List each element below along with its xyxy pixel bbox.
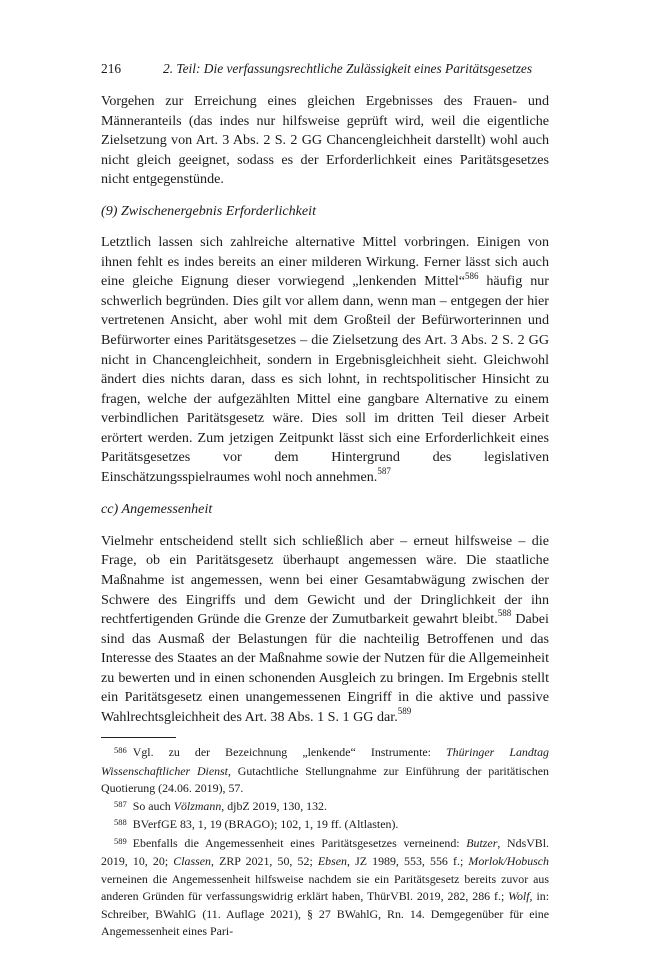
footnote-separator: [101, 737, 176, 738]
footnote-text: So auch: [132, 798, 174, 813]
footnote-author: Ebsen: [317, 854, 347, 869]
section-heading-zwischenergebnis: (9) Zwischenergebnis Erforderlichkeit: [101, 202, 317, 219]
footnotes: [101, 744, 549, 941]
footnote-586: [101, 744, 549, 798]
footnote-text: , NdsVBl. 2019, 10, 20;: [101, 835, 549, 869]
footnote-number: 588: [114, 817, 127, 828]
paragraph-angemessenheit: [101, 532, 549, 727]
footnote-text: , djbZ 2019, 130, 132.: [221, 798, 327, 813]
footnote-author: Völzmann: [173, 798, 222, 813]
footnote-author: Classen: [173, 854, 211, 869]
footnote-ref-589[interactable]: 589: [397, 706, 412, 717]
footnote-text: , ZRP 2021, 50, 52;: [210, 854, 318, 869]
footnote-text: BVerfGE 83, 1, 19 (BRAGO); 102, 1, 19 ff. (Altlasten).: [132, 817, 399, 832]
footnote-587: [101, 798, 549, 817]
paragraph-text: Letztlich lassen sich zahlreiche alternative Mittel vorbringen. Einigen von ihnen fehlt es indes bereits an einer milderen Wirkung. Ferner lässt sich auch eine gleiche Eignung dieser vorwiegend „lenkenden Mittel“: [101, 234, 549, 290]
running-header: [101, 60, 549, 78]
footnote-number: 586: [114, 745, 127, 756]
paragraph-text: häufig nur schwerlich begründen. Dies gilt vor allem dann, wenn man – entgegen der hier vertretenen Ansicht, aber wohl mit dem Großteil der Befürworterinnen und Befürworter eines Paritätsgesetzes – die Zielsetzung des Art. 3 Abs. 2 S. 2 GG nicht in Chancengleichheit, sondern in Ergebnisgleichheit sieht. Gleichwohl ändert dies nichts daran, dass es sich lohnt, in rechtspolitischer Hinsicht zu fragen, welche der aufgezählten Mittel eine gangbare Alternative zu einem verbindlichen Paritätsgesetz wäre. Dies soll im dritten Teil dieser Arbeit erörtert werden. Zum jetzigen Zeitpunkt lässt sich eine Erforderlichkeit eines Paritätsgesetzes vor dem Hintergrund des legislativen Einschätzungsspielraumes wohl noch annehmen.: [101, 273, 549, 485]
footnote-author: Wolf: [508, 889, 530, 904]
paragraph-text: Dabei sind das Ausmaß der Belastungen für die nachteilig Betroffenen und das Interesse des Staates an der Maßnahme sowie der Nutzen für die Allgemeinheit zu bewerten und in einen schonenden Ausgleich zu bringen. Im Ergebnis stellt ein Paritätsgesetz einen unangemessenen Eingriff in die aktive und passive Wahlrechtsgleichheit des Art. 38 Abs. 1 S. 1 GG dar.: [101, 611, 549, 725]
footnote-text: verneinen die Angemessenheit hilfsweise nachdem sie ein Paritätsgesetz bereits zuvor aus anderen Gründen für verfassungswidrig erklärt haben, ThürVBl. 2019, 282, 286 f.;: [101, 871, 549, 904]
footnote-589: [101, 835, 549, 941]
footnote-text: , Gutachtliche Stellungnahme zur Einführung der paritätischen Quotierung (24.06. 2019), 57.: [101, 763, 549, 796]
footnote-ref-588[interactable]: 588: [497, 608, 512, 619]
footnote-number: 589: [114, 835, 127, 846]
running-title: 2. Teil: Die verfassungsrechtliche Zulässigkeit eines Paritätsgesetzes: [163, 61, 533, 76]
paragraph-continuation: Vorgehen zur Erreichung eines gleichen Ergebnisses des Frauen- und Männeranteils (das indes nur hilfsweise geprüft wird, weil die eigentliche Zielsetzung von Art. 3 Abs. 2 S. 2 GG Chancengleichheit darstellt) wohl auch nicht gleich geeignet, sodass es der Erforderlichkeit eines Paritätsgesetzes nicht entgegenstünde.: [101, 93, 549, 188]
book-page: [101, 60, 549, 941]
section-heading-angemessenheit: cc) Angemessenheit: [101, 501, 213, 518]
paragraph-text: Vielmehr entscheidend stellt sich schließlich aber – erneut hilfsweise – die Frage, ob ein Paritätsgesetz überhaupt angemessen wäre. Die staatliche Maßnahme ist angemessen, wenn bei einer Gesamtabwägung zwischen der Schwere des Eingriffs und dem Gewicht und der Dringlichkeit der ihn rechtfertigenden Gründe die Grenze der Zumutbarkeit gewahrt bleibt.: [101, 532, 549, 628]
footnote-author: Morlok/Hobusch: [468, 854, 550, 869]
page-number: 216: [101, 61, 122, 76]
footnote-text: , in: Schreiber, BWahlG (11. Auflage 2021), § 27 BWahlG, Rn. 14. Demgegenüber für eine Angemessenheit eines Pari-: [101, 889, 549, 939]
paragraph-zwischenergebnis: [101, 233, 549, 487]
footnote-ref-587[interactable]: 587: [377, 466, 391, 477]
footnote-author: Butzer: [466, 835, 498, 850]
footnote-number: 587: [114, 798, 127, 809]
footnote-text: Ebenfalls die Angemessenheit eines Paritätsgesetzes verneinend:: [132, 835, 467, 850]
footnote-588: [101, 816, 549, 835]
footnote-author: Thüringer Landtag Wissenschaftlicher Dienst: [101, 745, 549, 778]
footnote-ref-586[interactable]: 586: [465, 270, 479, 281]
footnote-text: , JZ 1989, 553, 556 f.;: [346, 854, 469, 869]
footnote-text: Vgl. zu der Bezeichnung „lenkende“ Instrumente:: [132, 745, 447, 760]
